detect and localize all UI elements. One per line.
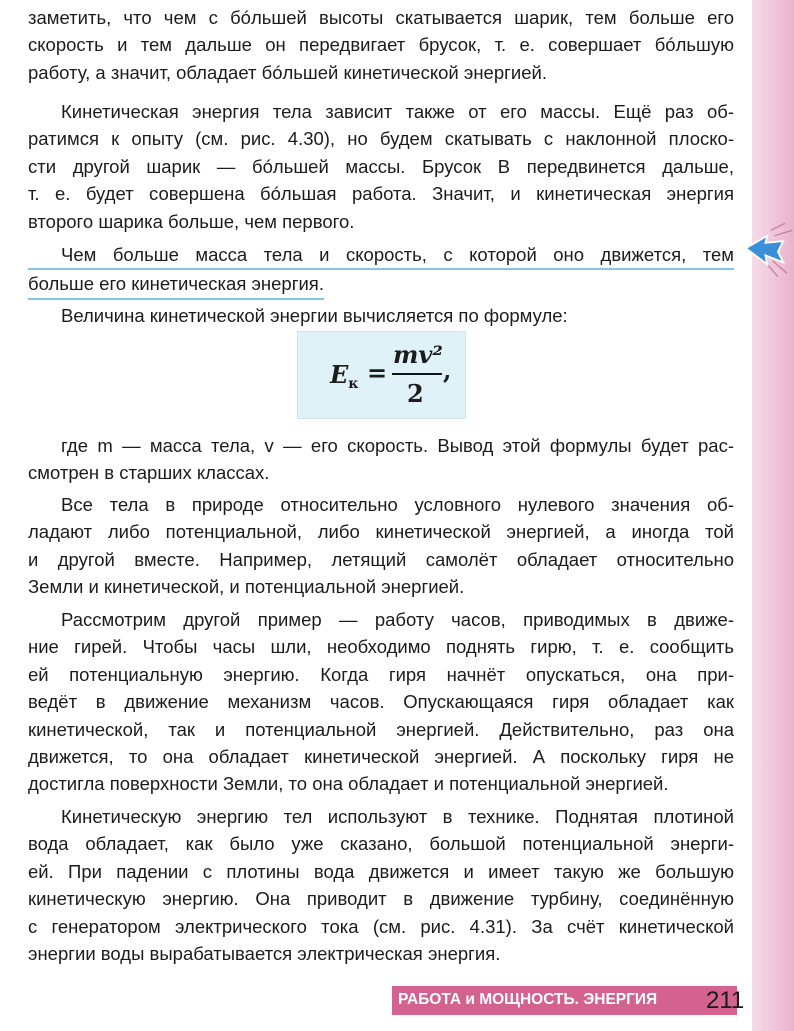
text-line: Рассмотрим другой пример — работу часов, приводимых в движе-: [61, 609, 734, 630]
kinetic-energy-formula: [297, 331, 466, 419]
paragraph-7: [28, 606, 734, 798]
text-line: ведёт в движение механизм часов. Опускающаяся гиря обладает как: [28, 691, 734, 713]
text-line: второго шарика больше, чем первого.: [28, 210, 355, 232]
text-line: движется, то она обладает кинетической энергией. А поскольку гиря не: [28, 745, 734, 767]
text-line: и другой вместе. Например, летящий самолёт обладает относительно: [28, 548, 734, 570]
text-line: Земли и кинетической, и потенциальной энергией.: [28, 576, 465, 598]
text-line: ей. При падении с плотины вода движется и имеет такую же большую: [28, 860, 734, 882]
paragraph-6: [28, 491, 734, 601]
formula-lhs: [330, 360, 358, 392]
paragraph-2: [28, 98, 734, 235]
paragraph-8: [28, 803, 734, 967]
page-footer: [392, 986, 745, 1015]
paragraph-5: [28, 432, 734, 487]
formula-numerator: mv²: [393, 340, 443, 369]
text-line: Все тела в природе относительно условного нулевого значения об-: [61, 494, 734, 515]
text-line: сти другой шарик — бóльшей массы. Брусок B передвинется дальше,: [28, 155, 734, 177]
text-line: смотрен в старших классах.: [28, 462, 270, 484]
text-line: ратимся к опыту (см. рис. 4.30), но будем скатывать с наклонной плоско-: [28, 128, 734, 150]
text-line: кинетическую энергию. Она приводит в движение турбину, соединённую: [28, 888, 734, 910]
arrow-left-icon: [744, 220, 794, 280]
formula-fraction-bar: [392, 373, 442, 375]
text-line: ние гирей. Чтобы часы шли, необходимо поднять гирю, т. е. сообщить: [28, 636, 734, 658]
text-line: работу, а значит, обладает бóльшей кинетической энергией.: [28, 61, 547, 83]
text-line: т. е. будет совершена бóльшая работа. Значит, и кинетическая энергия: [28, 183, 734, 205]
paragraph-1: [28, 4, 734, 86]
formula-equals: =: [367, 358, 388, 387]
text-line: Кинетическая энергия тела зависит также от его массы. Ещё раз об-: [61, 101, 734, 122]
page-number: 211: [706, 987, 745, 1014]
formula-comma: ,: [443, 356, 452, 385]
paragraph-formula-intro: [28, 302, 734, 329]
highlighted-rule: [28, 241, 734, 300]
text-line: Величина кинетической энергии вычисляется по формуле:: [61, 305, 568, 326]
text-line: достигла поверхности Земли, то она обладает и потенциальной энергией.: [28, 773, 669, 795]
text-line: кинетической, так и потенциальной энергией. Действительно, раз она: [28, 718, 734, 740]
text-line: ей потенциальную энергию. Когда гиря начнёт опускаться, она при-: [28, 663, 734, 685]
text-line: Кинетическую энергию тел используют в технике. Поднятая плотиной: [61, 806, 734, 827]
formula-energy-symbol: E: [330, 360, 349, 389]
text-line: ладают либо потенциальной, либо кинетической энергией, а иногда той: [28, 521, 734, 543]
text-line: скорость и тем дальше он передвигает брусок, т. е. совершает бóльшую: [28, 34, 734, 56]
text-line: энергии воды вырабатывается электрическая энергия.: [28, 942, 501, 964]
text-line: вода обладает, как было уже сказано, большой потенциальной энерги-: [28, 833, 734, 855]
text-line: с генератором электрического тока (см. рис. 4.31). За счёт кинетической: [28, 915, 734, 937]
page-edge-strip: [752, 0, 794, 1031]
formula-denominator: 2: [407, 379, 424, 408]
chapter-title: РАБОТА и МОЩНОСТЬ. ЭНЕРГИЯ: [398, 991, 658, 1008]
text-line: заметить, что чем с бóльшей высоты скатывается шарик, тем больше его: [28, 7, 734, 28]
text-line: Чем больше масса тела и скорость, с которой оно движется, тем: [28, 241, 734, 270]
text-line: больше его кинетическая энергия.: [28, 270, 324, 299]
formula-subscript: к: [348, 376, 359, 392]
text-line: где m — масса тела, v — его скорость. Вывод этой формулы будет рас-: [61, 435, 734, 456]
